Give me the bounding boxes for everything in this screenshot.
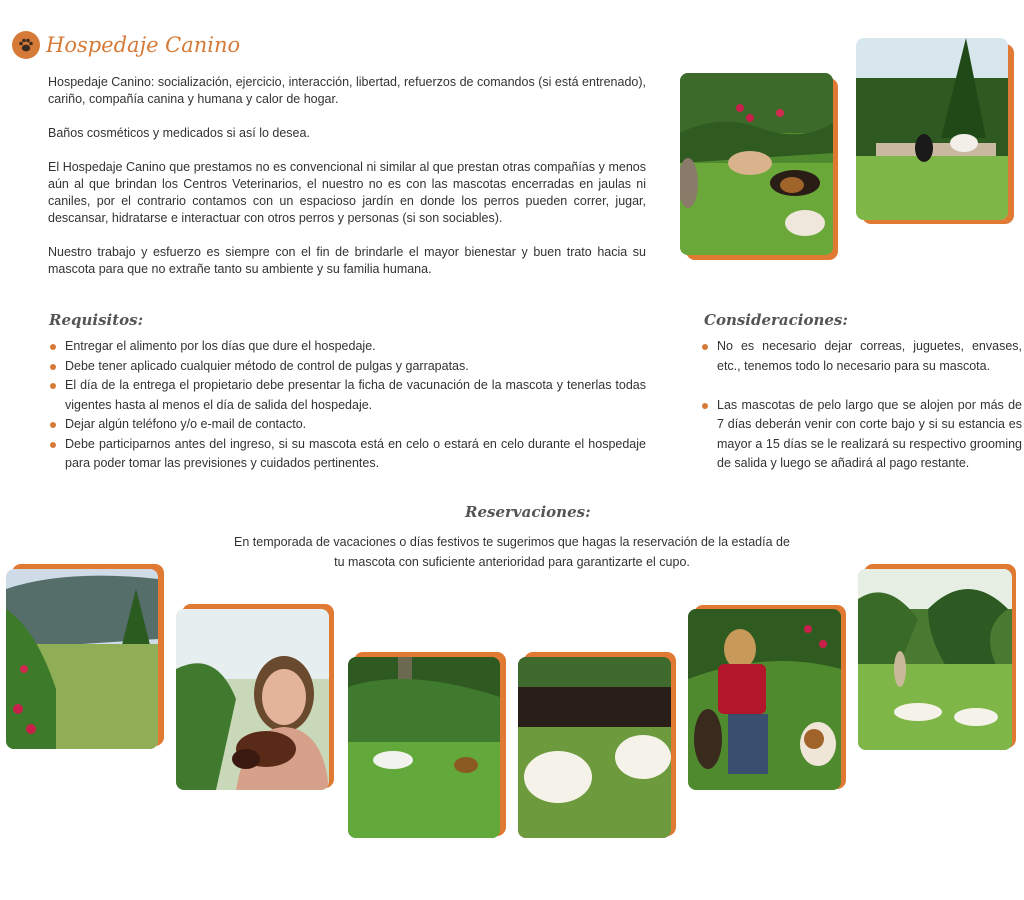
title-text: Hospedaje Canino [46, 33, 241, 57]
requisitos-heading: Requisitos: [49, 311, 144, 329]
photo-woman-puppies [176, 609, 329, 790]
photo-dogs-garden-2 [856, 38, 1008, 220]
intro-paragraph: Baños cosméticos y medicados si así lo desea. [48, 126, 310, 140]
photo-white-dogs [518, 657, 671, 838]
list-item: Entregar el alimento por los días que dure el hospedaje. [48, 337, 646, 357]
photo-dogs-palm [858, 569, 1012, 750]
reservaciones-heading: Reservaciones: [465, 503, 591, 521]
intro-paragraph: Nuestro trabajo y esfuerzo es siempre con el fin de brindarle el mayor bienestar y buen trato hacia su mascota para que no extrañe tanto su ambiente y su familia humana. [48, 245, 646, 276]
page-title [12, 30, 240, 60]
photo-garden [6, 569, 158, 749]
list-item: Debe participarnos antes del ingreso, si su mascota está en celo o estará en celo durante el hospedaje para poder tomar las previsiones y cuidados pertinentes. [48, 435, 646, 474]
requisitos-list [48, 337, 646, 474]
reservaciones-text [200, 532, 824, 572]
photo-dogs-lawn [348, 657, 500, 838]
intro-paragraph: El Hospedaje Canino que prestamos no es convencional ni similar al que prestan otras compañías y menos aún al que brindan los Centros Veterinarios, el nuestro no es con las mascotas encerradas en jaulas ni caniles, por el contrario contamos con un espacioso jardín en donde los perros pueden correr, jugar, descansar, hidratarse e interactuar con otros perros y personas (si son sociables). [48, 160, 646, 225]
reservaciones-line: En temporada de vacaciones o días festivos te sugerimos que hagas la reservación de la estadía de [234, 535, 790, 549]
consideraciones-list [700, 337, 1022, 474]
reservaciones-line: tu mascota con suficiente anterioridad para garantizarte el cupo. [334, 555, 690, 569]
list-item: No es necesario dejar correas, juguetes, envases, etc., tenemos todo lo necesario para su mascota. [700, 337, 1022, 376]
list-item: El día de la entrega el propietario debe presentar la ficha de vacunación de la mascota y tenerlas todas vigentes hasta al menos el día de salida del hospedaje. [48, 376, 646, 415]
list-item: Dejar algún teléfono y/o e-mail de contacto. [48, 415, 646, 435]
photo-dogs-garden-1 [680, 73, 833, 255]
intro-text [48, 74, 646, 295]
intro-paragraph: Hospedaje Canino: socialización, ejercicio, interacción, libertad, refuerzos de comandos (si está entrenado), cariño, compañía canina y humana y calor de hogar. [48, 75, 646, 106]
list-item: Debe tener aplicado cualquier método de control de pulgas y garrapatas. [48, 357, 646, 377]
consideraciones-heading: Consideraciones: [704, 311, 848, 329]
list-item: Las mascotas de pelo largo que se alojen por más de 7 días deberán venir con corte bajo y si su estancia es mayor a 15 días se le realizará su respectivo grooming de salida y luego se añadirá al pago restante. [700, 396, 1022, 474]
paw-icon [12, 31, 40, 59]
photo-woman-dogs [688, 609, 841, 790]
